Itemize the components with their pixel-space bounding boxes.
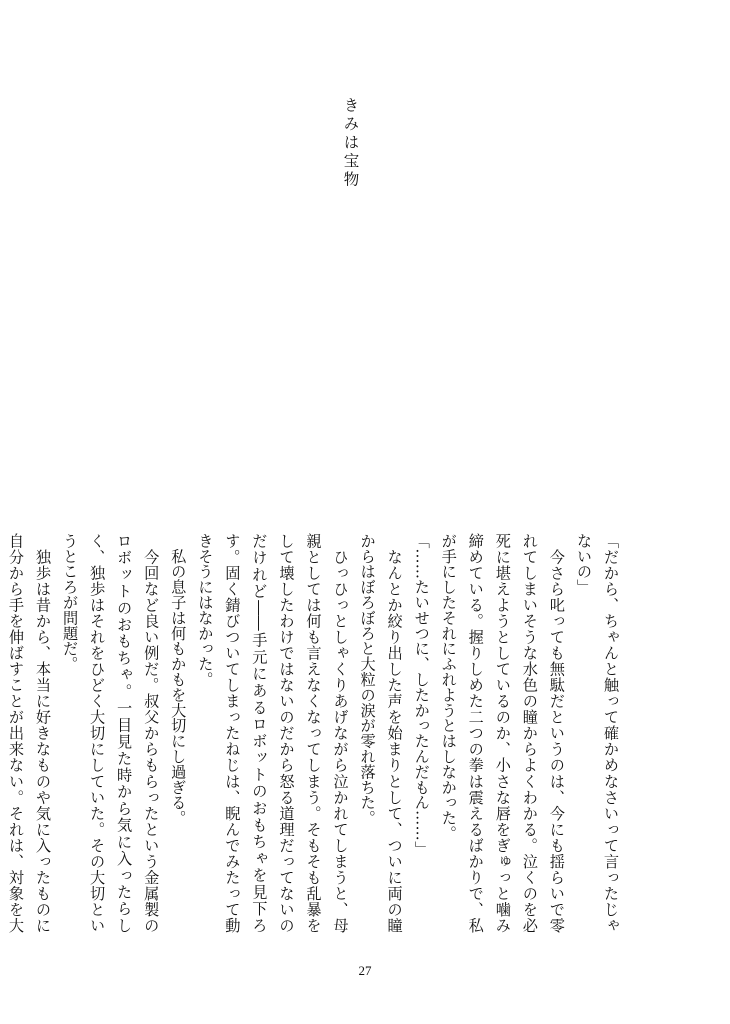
page-number: 27 (358, 963, 372, 978)
paragraph: 今回など良い例だ。叔父からもらったという金属製のロボットのおもちゃ。一目見た時から気に入ったらしく、独歩はそれをひどく大切にしていた。その大切というところが問題だ。 (61, 533, 161, 933)
paragraph: なんとか絞り出した声を始まりとして、ついに両の瞳からはぼろぼろと大粒の涙が零れ落ちた。 (358, 533, 404, 933)
paragraph: 独歩は昔から、本当に好きなものや気に入ったものに自分から手を伸ばすことが出来ない。それは、対象を大 (6, 533, 53, 933)
paragraph: 今さら叱っても無駄だというのは、今にも揺らいで零れてしまいそうな水色の瞳からよくわかる。泣くのを必死に堪えようとしているのか、小さな唇をぎゅっと噛み締めている。握りしめた二つの拳は震えるばかりで、私が手にしたそれにふれようとはしなかった。 (439, 533, 566, 933)
body-text (6, 533, 624, 933)
paragraph: 「……たいせつに、したかったんだもん……」 (412, 533, 431, 857)
paragraph: 私の息子は何もかもを大切にし過ぎる。 (169, 533, 188, 826)
paragraph: 「だから、ちゃんと触って確かめなさいって言ったじゃないの」 (574, 533, 620, 933)
paragraph: ひっひっとしゃくりあげながら泣かれてしまうと、母親としては何も言えなくなってしまう。そもそも乱暴をして壊したわけではないのだから怒る道理だってないのだけれど――手元にあるロボットのおもちゃを見下ろす。固く錆びついてしまったねじは、睨んでみたって動きそうにはなかった。 (196, 533, 350, 933)
chapter-title: きみは宝物 (341, 97, 360, 190)
